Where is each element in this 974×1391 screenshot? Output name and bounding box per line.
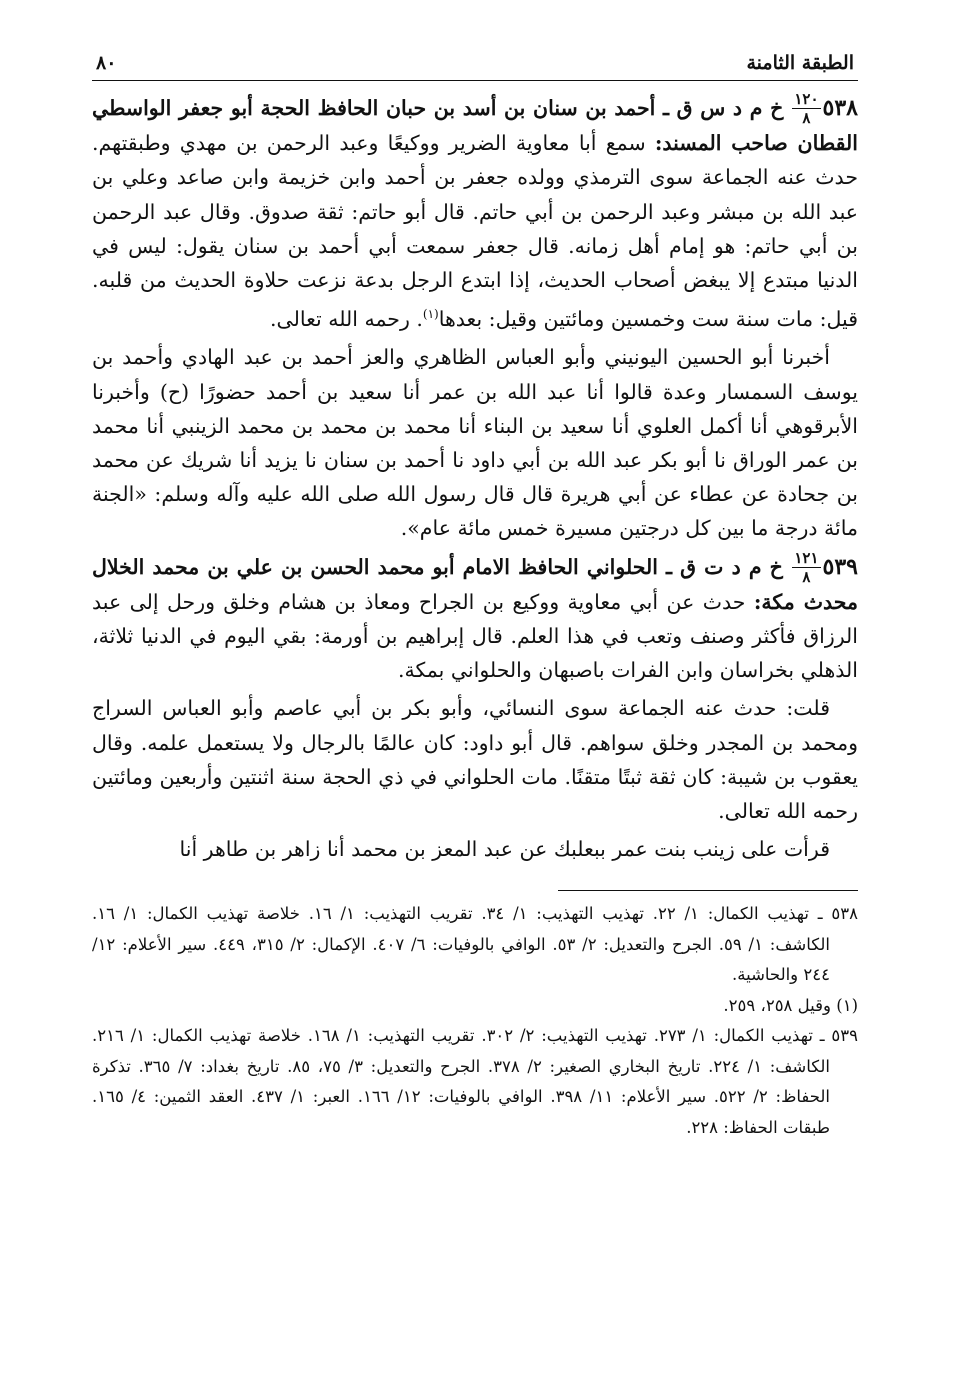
entry-538-isnad: أخبرنا أبو الحسين اليونيني وأبو العباس الظاهري والعز أحمد بن عبد الهادي وأحمد بن يوسف السمسار وعدة قالوا أنا عبد الله بن عمر أنا سعيد بن أحمد حضورًا (ح) وأخبرنا الأبرقوهي أنا أكمل العلوي أنا سعيد بن البناء أنا محمد بن محمد بن محمد الزينبي أنا محمد بن عمر الوراق نا أبو بكر عبد الله بن أبي داود نا أحمد بن سنان نا يزيد أنا شريك عن محمد بن جحادة عن عطاء عن أبي هريرة قال قال رسول الله صلى الله عليه وآله وسلم: «الجنة مائة درجة ما بين كل درجتين مسيرة خمس مائة عام». xyxy=(92,345,859,541)
fraction-top: ١٢١ xyxy=(794,548,819,567)
footnotes xyxy=(92,899,858,1143)
entry-538-bio xyxy=(92,91,858,336)
section-title: الطبقة الثامنة xyxy=(746,52,854,74)
header-rule xyxy=(92,80,858,81)
entry-text: سمع أبا معاوية الضرير ووكيعًا وعبد الرحمن بن مهدي وطبقتهم. حدث عنه الجماعة سوى الترمذي وولده جعفر بن أحمد وابن خزيمة وابن صاعد وعلي بن عبد الله بن مبشر وعبد الرحمن بن أبي حاتم. قال أبو حاتم: ثقة صدوق. وقال عبد الرحمن بن أبي حاتم: هو إمام أهل زمانه. قال جعفر سمعت أبي أحمد بن سنان يقول: ليس في الدنيا مبتدع إلا يبغض أصحاب الحديث، إذا ابتدع الرجل بدعة نزعت حلاوة الحديث من قلبه. قيل: مات سنة ست وخمسين ومائتين وقيل: بعدها xyxy=(92,131,858,332)
footnote-marker: (١) xyxy=(422,307,439,322)
ref-fraction xyxy=(792,548,820,586)
entry-number: ٥٣٨ xyxy=(822,95,858,121)
fraction-top: ١٢٠ xyxy=(794,90,819,109)
book-page xyxy=(92,40,858,1143)
footnote-1: (١) وقيل ٢٥٨، ٢٥٩. xyxy=(723,995,858,1015)
page-number: ٨٠ xyxy=(96,52,117,74)
main-text xyxy=(92,91,858,866)
entry-heading: خ م د ت ق ـ الحلواني الحافظ الامام أبو محمد الحسن بن علي بن محمد الخلال محدث مكة: xyxy=(92,554,858,614)
entry-539-comment: قلت: حدث عنه الجماعة سوى النسائي، وأبو بكر بن أبي عاصم وأبو العباس السراج ومحمد بن المجدر وخلق سواهم. قال أبو داود: كان عالمًا بالرجال ولا يستعمل علمه. وقال يعقوب بن شيبة: كان ثقة ثبتًا متقنًا. مات الحلواني في ذي الحجة سنة اثنتين وأربعين ومائتين رحمه الله تعالى. xyxy=(92,696,858,823)
footnote-539: ٥٣٩ ـ تهذيب الكمال: ١/ ٢٧٣. تهذيب التهذيب: ٢/ ٣٠٢. تقريب التهذيب: ١/ ١٦٨. خلاصة تهذيب الكمال: ١/ ٢١٦. الكاشف: ١/ ٢٢٤. تاريخ البخاري الصغير: ٢/ ٣٧٨. الجرح والتعديل: ٣/ ٧٥، ٨٥. تاريخ بغداد: ٧/ ٣٦٥. تذكرة الحفاظ: ٢/ ٥٢٢. سير الأعلام: ١١/ ٣٩٨. الوافي بالوفيات: ١٢/ ١٦٦. العبر: ١/ ٤٣٧. العقد الثمين: ٤/ ١٦٥. طبقات الحفاظ: ٢٢٨. xyxy=(92,1026,858,1137)
ref-fraction xyxy=(792,92,820,126)
footnote-538: ٥٣٨ ـ تهذيب الكمال: ١/ ٢٢. تهذيب التهذيب: ١/ ٣٤. تقريب التهذيب: ١/ ١٦. خلاصة تهذيب الكمال: ١/ ١٦. الكاشف: ١/ ٥٩. الجرح والتعديل: ٢/ ٥٣. الوافي بالوفيات: ٦/ ٤٠٧. الإكمال: ٢/ ٣١٥، ٤٤٩. سير الأعلام: ١٢/ ٢٤٤ والحاشية. xyxy=(92,904,858,985)
fraction-bottom: ٨ xyxy=(802,109,811,128)
entry-539-isnad: قرأت على زينب بنت عمر ببعلبك عن عبد المعز بن محمد أنا زاهر بن طاهر أنا xyxy=(179,837,830,862)
entry-text-end: . رحمه الله تعالى. xyxy=(270,307,423,332)
entry-heading: خ م د س ق ـ أحمد بن سنان بن أسد بن حبان الحافظ الحجة أبو جعفر الواسطي القطان صاحب المسند: xyxy=(92,96,858,156)
fraction-bottom: ٨ xyxy=(802,567,811,586)
running-header xyxy=(92,40,858,80)
entry-539-bio xyxy=(92,550,858,688)
entry-text: حدث عن أبي معاوية ووكيع بن الجراح ومعاذ بن هشام وخلق ورحل إلى عبد الرزاق فأكثر وصنف وتعب في هذا العلم. قال إبراهيم بن أورمة: بقي اليوم في الدنيا ثلاثة، الذهلي بخراسان وابن الفرات باصبهان والحلواني بمكة. xyxy=(92,589,858,683)
footnote-rule xyxy=(558,890,858,891)
entry-number: ٥٣٩ xyxy=(822,553,858,580)
